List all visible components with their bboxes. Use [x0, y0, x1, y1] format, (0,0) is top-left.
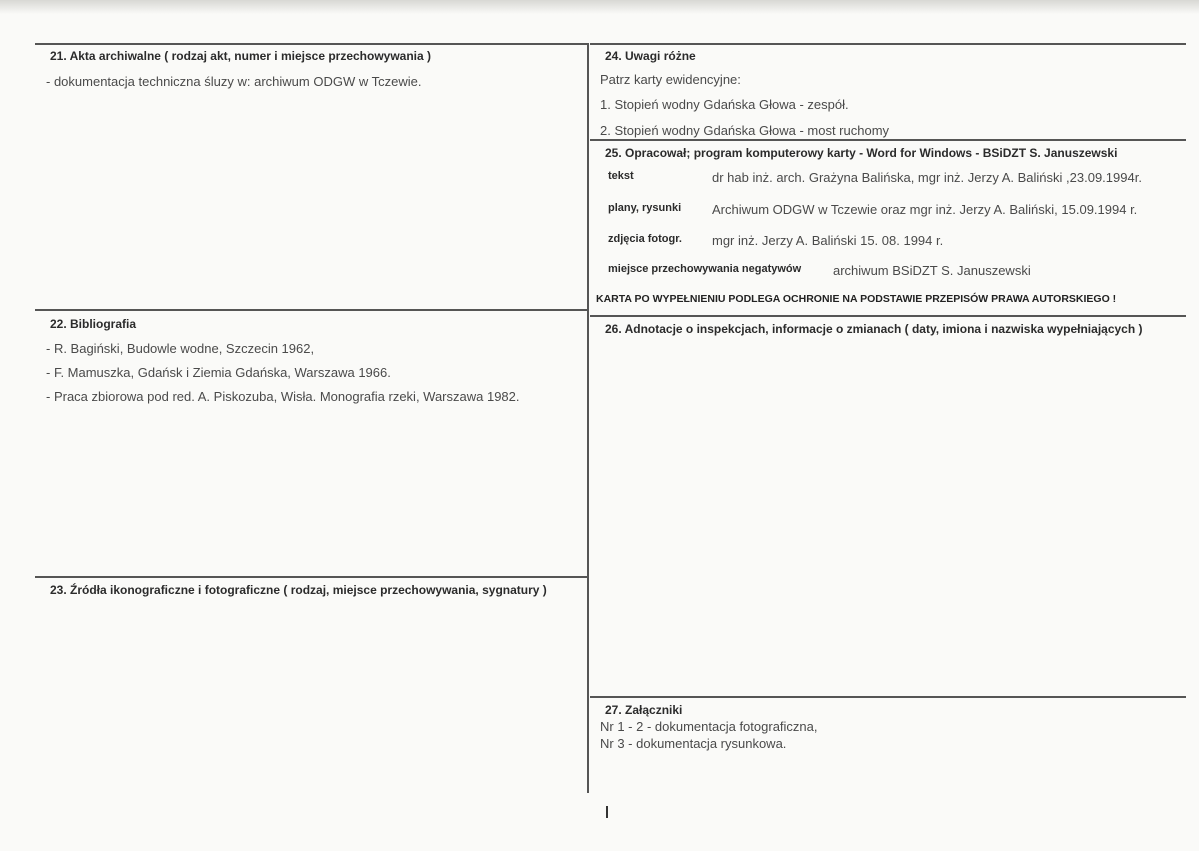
section-27-heading: 27. Załączniki — [605, 703, 683, 717]
scan-mark — [606, 806, 608, 818]
credit-label: tekst — [608, 170, 634, 182]
section-25-heading: 25. Opracował; program komputerowy karty - Word for Windows - BSiDZT S. Januszewski — [605, 146, 1118, 160]
section-26-heading: 26. Adnotacje o inspekcjach, informacje o zmianach ( daty, imiona i nazwiska wypełniających ) — [605, 322, 1143, 336]
credit-label: zdjęcia fotogr. — [608, 233, 682, 245]
rule-26-27 — [590, 696, 1186, 698]
top-rule-right — [590, 43, 1186, 45]
section-22-heading: 22. Bibliografia — [50, 317, 137, 331]
section-24-item: 2. Stopień wodny Gdańska Głowa - most ruchomy — [600, 123, 890, 138]
attachment-item: Nr 1 - 2 - dokumentacja fotograficzna, — [600, 719, 818, 734]
section-24-item: 1. Stopień wodny Gdańska Głowa - zespół. — [600, 97, 849, 112]
credit-value: mgr inż. Jerzy A. Baliński 15. 08. 1994 r. — [712, 233, 944, 248]
credit-value: dr hab inż. arch. Grażyna Balińska, mgr inż. Jerzy A. Baliński ,23.09.1994r. — [712, 170, 1142, 185]
credit-label: plany, rysunki — [608, 202, 682, 214]
credit-label: miejsce przechowywania negatywów — [608, 263, 802, 275]
center-divider — [587, 43, 589, 793]
section-24-heading: 24. Uwagi różne — [605, 49, 696, 63]
attachment-item: Nr 3 - dokumentacja rysunkowa. — [600, 736, 787, 751]
section-23-heading: 23. Źródła ikonograficzne i fotograficzne ( rodzaj, miejsce przechowywania, sygnatury ) — [50, 583, 547, 597]
top-rule-left — [35, 43, 588, 45]
credit-value: Archiwum ODGW w Tczewie oraz mgr inż. Jerzy A. Baliński, 15.09.1994 r. — [712, 202, 1138, 217]
rule-24-25 — [590, 139, 1186, 141]
rule-22-23 — [35, 576, 588, 578]
bibliography-item: - F. Mamuszka, Gdańsk i Ziemia Gdańska, Warszawa 1966. — [46, 365, 391, 380]
rule-25-26 — [590, 315, 1186, 317]
bibliography-item: - R. Bagiński, Budowle wodne, Szczecin 1962, — [46, 341, 315, 356]
section-24-intro: Patrz karty ewidencyjne: — [600, 72, 741, 87]
credit-value: archiwum BSiDZT S. Januszewski — [833, 263, 1031, 278]
section-21-text: - dokumentacja techniczna śluzy w: archiwum ODGW w Tczewie. — [46, 74, 422, 89]
bibliography-item: - Praca zbiorowa pod red. A. Piskozuba, Wisła. Monografia rzeki, Warszawa 1982. — [46, 389, 520, 404]
copyright-notice: KARTA PO WYPEŁNIENIU PODLEGA OCHRONIE NA PODSTAWIE PRZEPISÓW PRAWA AUTORSKIEGO ! — [596, 293, 1117, 305]
rule-21-22 — [35, 309, 588, 311]
section-21-heading: 21. Akta archiwalne ( rodzaj akt, numer i miejsce przechowywania ) — [50, 49, 432, 63]
scan-edge — [0, 0, 1199, 14]
